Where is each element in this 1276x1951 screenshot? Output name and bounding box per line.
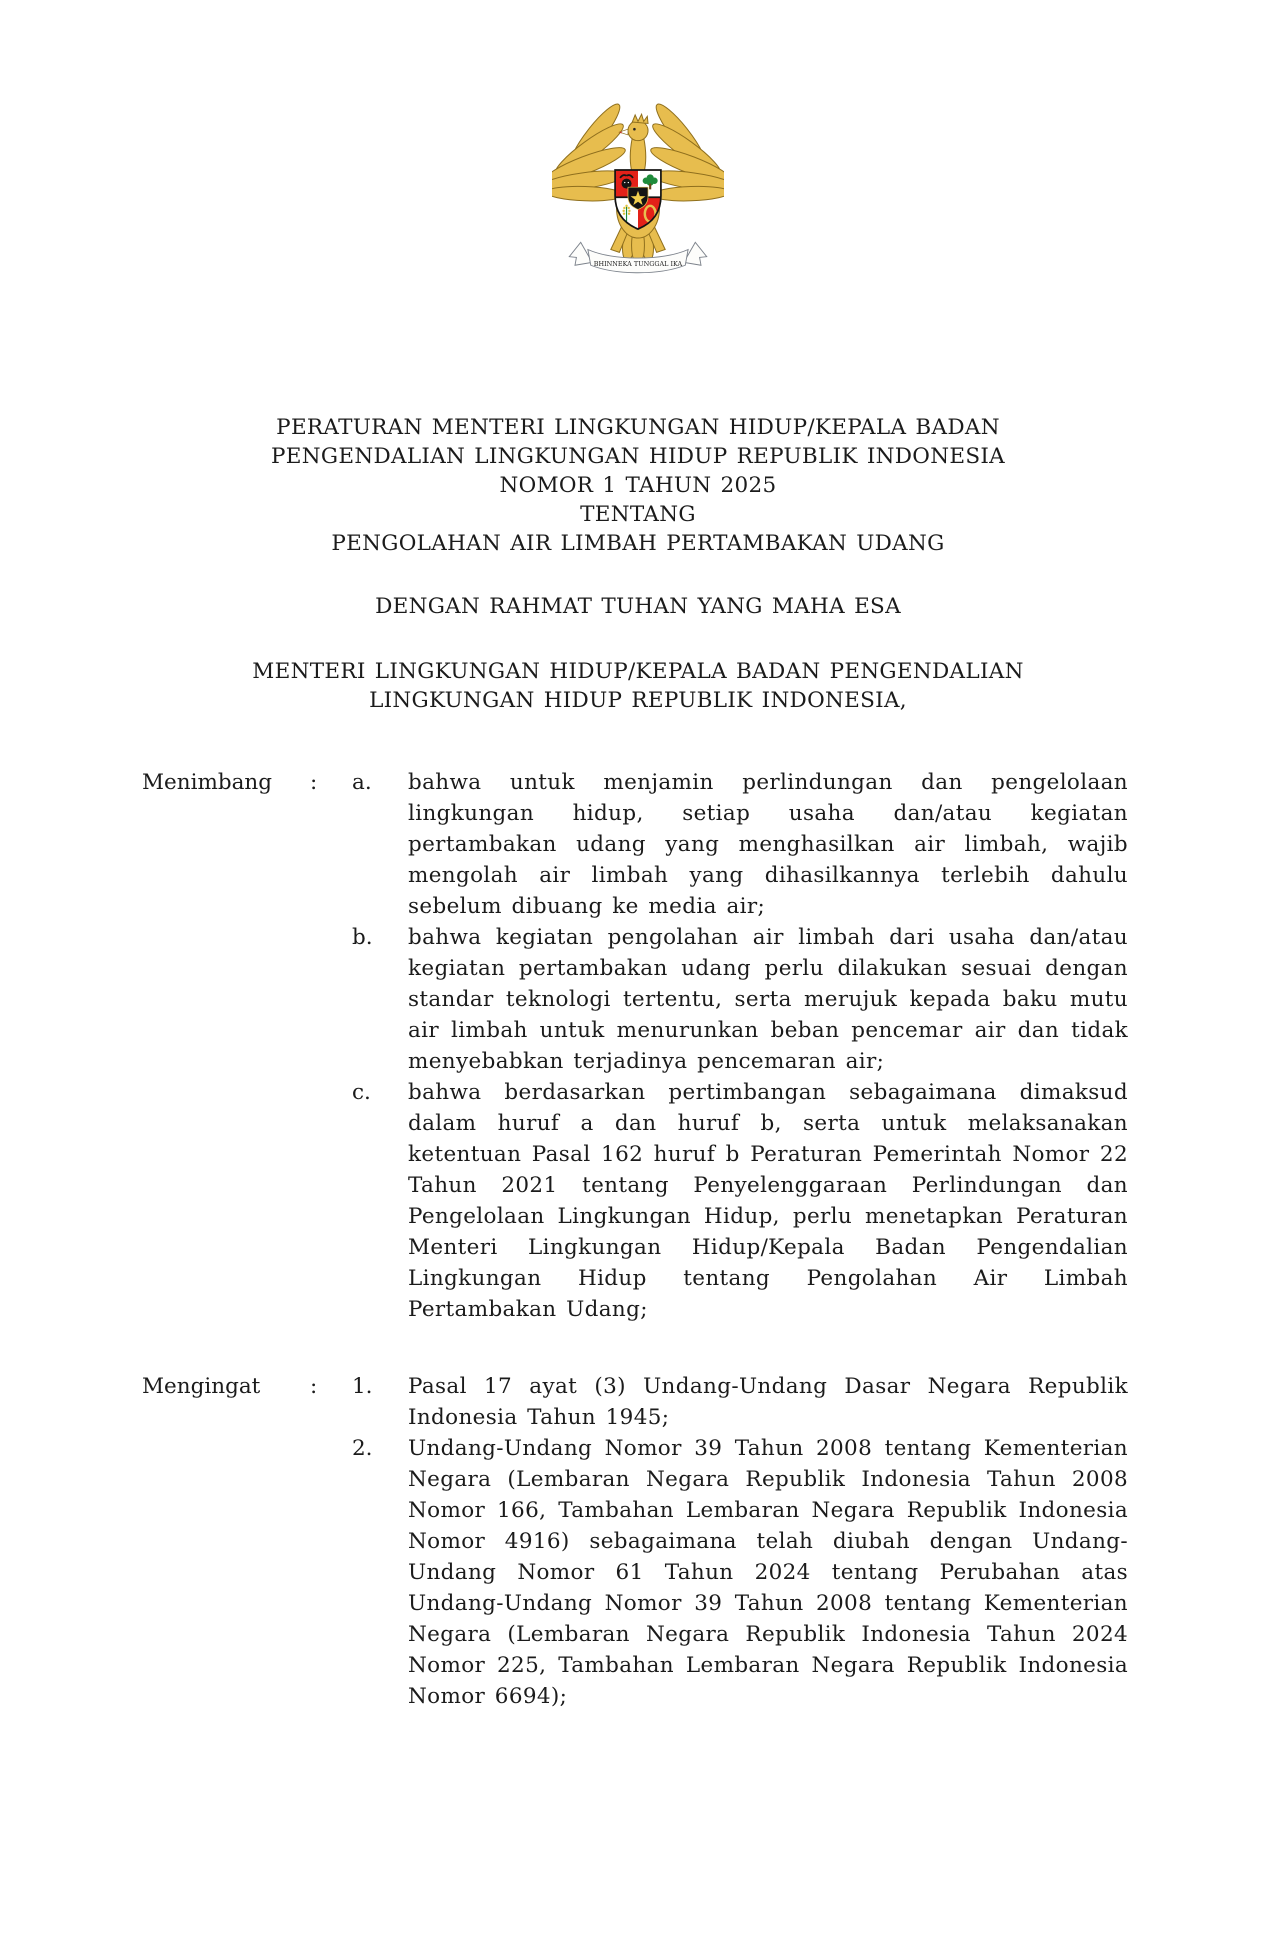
preamble-sections bbox=[0, 767, 1276, 1712]
item-marker: 2. bbox=[352, 1436, 373, 1461]
item-text: bahwa berdasarkan pertimbangan sebagaimana dimaksud dalam huruf a dan huruf b, serta untuk melaksanakan ketentuan Pasal 162 huruf b Peraturan Pemerintah Nomor 22 Tahun 2021 tentang Penyelenggaraan Perlindungan dan Pengelolaan Lingkungan Hidup, perlu menetapkan Peraturan Menteri Lingkungan Hidup/Kepala Badan Pengendalian Lingkungan Hidup tentang Pengolahan Air Limbah Pertambakan Udang; bbox=[408, 1080, 1128, 1322]
spacer-cell bbox=[142, 1077, 310, 1325]
crest bbox=[632, 114, 648, 123]
eye bbox=[633, 128, 636, 131]
section-colon: : bbox=[310, 1374, 318, 1399]
item-text: bahwa kegiatan pengolahan air limbah dari usaha dan/atau kegiatan pertambakan udang perlu dilakukan sesuai dengan standar teknologi tertentu, serta merujuk kepada baku mutu air limbah untuk menurunkan beban pencemar air dan tidak menyebabkan terjadinya pencemaran air; bbox=[408, 925, 1128, 1074]
garuda-pancasila-emblem bbox=[552, 102, 724, 281]
neck bbox=[630, 138, 646, 174]
authority-line: MENTERI LINGKUNGAN HIDUP/KEPALA BADAN PENGENDALIAN bbox=[252, 659, 1024, 684]
spacer-cell bbox=[310, 1433, 352, 1712]
section-colon: : bbox=[310, 770, 318, 795]
motto-text: BHINNEKA TUNGGAL IKA bbox=[593, 259, 683, 268]
spacer-cell bbox=[310, 922, 352, 1077]
title-number-line: NOMOR 1 TAHUN 2025 bbox=[499, 473, 777, 498]
menimbang-section bbox=[142, 767, 1128, 1325]
title-line: PENGENDALIAN LINGKUNGAN HIDUP REPUBLIK INDONESIA bbox=[271, 444, 1005, 469]
item-text: Pasal 17 ayat (3) Undang-Undang Dasar Negara Republik Indonesia Tahun 1945; bbox=[408, 1374, 1128, 1430]
item-text: bahwa untuk menjamin perlindungan dan pengelolaan lingkungan hidup, setiap usaha dan/atau kegiatan pertambakan udang yang menghasilkan air limbah, wajib mengolah air limbah yang dihasilkannya terlebih dahulu sebelum dibuang ke media air; bbox=[408, 770, 1128, 919]
title-tentang-line: TENTANG bbox=[580, 502, 696, 527]
authority-line: LINGKUNGAN HIDUP REPUBLIK INDONESIA, bbox=[369, 688, 907, 713]
mengingat-section bbox=[142, 1371, 1128, 1712]
spacer-cell bbox=[142, 1433, 310, 1712]
section-label: Mengingat bbox=[142, 1374, 261, 1399]
title-subject-line: PENGOLAHAN AIR LIMBAH PERTAMBAKAN UDANG bbox=[331, 531, 945, 556]
item-marker: 1. bbox=[352, 1374, 373, 1399]
item-marker: c. bbox=[352, 1080, 371, 1105]
title-block bbox=[0, 413, 1276, 558]
authority-block bbox=[0, 657, 1276, 715]
spacer-cell bbox=[142, 922, 310, 1077]
item-marker: a. bbox=[352, 770, 372, 795]
emblem-container bbox=[0, 0, 1276, 281]
item-marker: b. bbox=[352, 925, 373, 950]
section-label: Menimbang bbox=[142, 770, 273, 795]
invocation-line: DENGAN RAHMAT TUHAN YANG MAHA ESA bbox=[375, 594, 901, 619]
item-text: Undang-Undang Nomor 39 Tahun 2008 tentang Kementerian Negara (Lembaran Negara Republik Indonesia Tahun 2008 Nomor 166, Tambahan Lembaran Negara Republik Indonesia Nomor 4916) sebagaimana telah diubah dengan Undang-Undang Nomor 61 Tahun 2024 tentang Perubahan atas Undang-Undang Nomor 39 Tahun 2008 tentang Kementerian Negara (Lembaran Negara Republik Indonesia Tahun 2024 Nomor 225, Tambahan Lembaran Negara Republik Indonesia Nomor 6694); bbox=[408, 1436, 1128, 1709]
title-line: PERATURAN MENTERI LINGKUNGAN HIDUP/KEPALA BADAN bbox=[276, 415, 1000, 440]
spacer-cell bbox=[310, 1077, 352, 1325]
